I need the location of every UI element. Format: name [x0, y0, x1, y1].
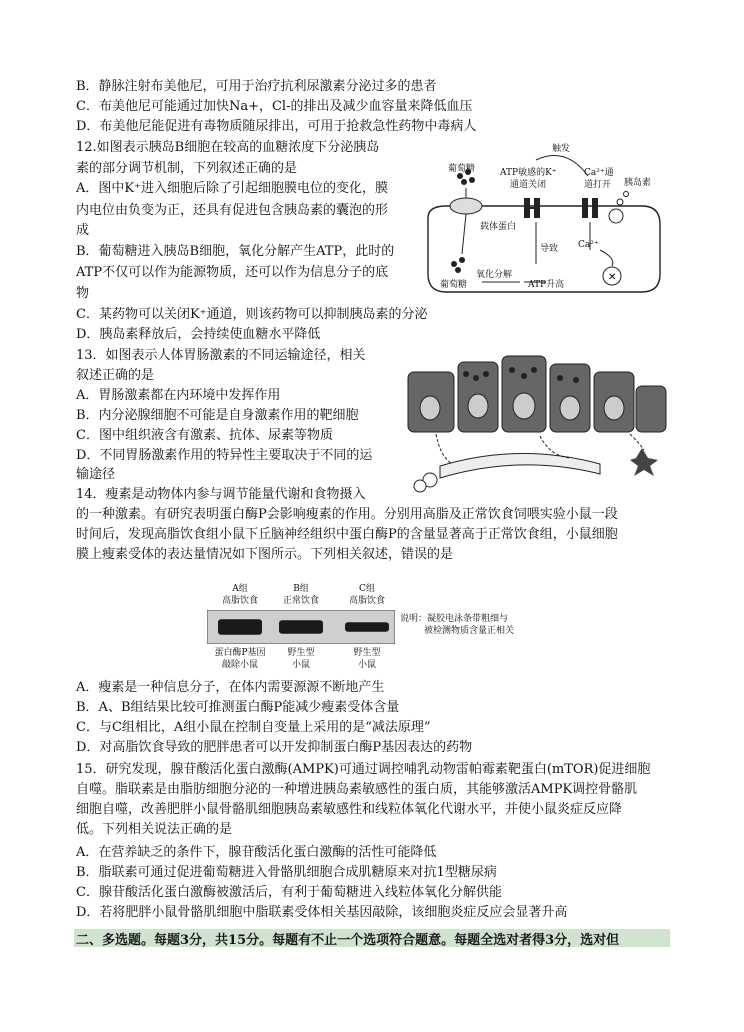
text-line: 13．如图表示人体胃肠激素的不同运输途径，相关 [76, 348, 366, 363]
gut-hormone-diagram [400, 346, 670, 496]
fig12-trigger: 触发 [552, 144, 571, 154]
text-line: A．胃肠激素都在内环境中发挥作用 [76, 388, 281, 403]
carrier-protein-shape [450, 198, 482, 214]
text-line: 14．瘦素是动物体内参与调节能量代谢和食物摄入 [76, 487, 366, 502]
gel-group-name: B组 [293, 584, 309, 594]
text-line: C．布美他尼可能通过加快Na+，Cl-的排出及减少血容量来降低血压 [76, 99, 473, 114]
fig12-ca-open: 道打开 [584, 180, 612, 190]
gel-group-name: A组 [232, 584, 248, 594]
text-line: B．葡萄糖进入胰岛B细胞，氧化分解产生ATP，此时的 [76, 244, 395, 259]
text-line: C．腺苷酸活化蛋白激酶被激活后，有利于葡萄糖进入线粒体氧化分解供能 [76, 885, 502, 900]
fig12-carrier: 载体蛋白 [480, 222, 517, 232]
text-line: 12.如图表示胰岛B细胞在较高的血糖浓度下分泌胰岛 [76, 140, 380, 155]
text-line: B．脂联素可通过促进葡萄糖进入骨骼肌细胞合成肌糖原来对抗1型糖尿病 [76, 865, 497, 880]
gel-band [345, 622, 389, 631]
fig12-atp-up: ATP升高 [528, 280, 565, 290]
text-line: 低。下列相关说法正确的是 [76, 822, 233, 837]
text-line: D．布美他尼能促进有毒物质随尿排出，可用于抢救急性药物中毒病人 [76, 119, 477, 134]
gel-group-diet: 正常饮食 [282, 596, 319, 606]
fig12-glucose2: 葡萄糖 [440, 280, 468, 290]
text-line: 时间后，发现高脂饮食组小鼠下丘脑神经组织中蛋白酶P的含量显著高于正常饮食组，小鼠细胞 [76, 527, 618, 542]
ca-channel-shape [582, 198, 588, 218]
text-line: B．内分泌腺细胞不可能是自身激素作用的靶细胞 [76, 408, 359, 423]
fig12-cause: 导致 [540, 244, 559, 254]
text-line: B．A、B组结果比较可推测蛋白酶P能减少瘦素受体含量 [76, 700, 400, 715]
blood-vessel [440, 453, 600, 478]
text-line: B．静脉注射布美他尼，可用于治疗抗利尿激素分泌过多的患者 [76, 79, 437, 94]
text-line: D．若将肥胖小鼠骨骼肌细胞中脂联素受体相关基因敲除，该细胞炎症反应会显著升高 [76, 905, 568, 920]
text-line: 的一种激素。有研究表明蛋白酶P会影响瘦素的作用。分别用高脂及正常饮食饲喂实验小鼠一段 [76, 507, 618, 522]
fig12-atp-k: ATP敏感的K⁺ [500, 168, 557, 178]
text-line: 素的部分调节机制，下列叙述正确的是 [76, 161, 298, 176]
fig12-insulin: 胰岛素 [624, 178, 652, 188]
text-line: ATP不仅可以作为能源物质，还可以作为信息分子的底 [76, 265, 389, 280]
text-line: 成 [76, 223, 90, 238]
fig12-ca-ion: Ca²⁺ [578, 240, 599, 250]
text-line: A．瘦素是一种信息分子，在体内需要源源不断地产生 [76, 680, 385, 695]
text-line: 自噬。脂联素是由脂肪细胞分泌的一种增进胰岛素敏感性的蛋白质，其能够激活AMPK调控骨骼肌 [76, 782, 638, 797]
text-line: C．与C组相比，A组小鼠在控制自变量上采用的是“减法原理” [76, 720, 431, 735]
gel-group-mouse: 蛋白酶P基因 [214, 648, 266, 658]
gel-note-2: 被检测物质含量正相关 [424, 626, 515, 636]
fig12-ca-channel: Ca²⁺通 [584, 168, 614, 178]
gel-group-mouse-sub: 敲除小鼠 [221, 660, 258, 670]
text-line: 15．研究发现，腺苷酸活化蛋白激酶(AMPK)可通过调控哺乳动物雷帕霉素靶蛋白(mTOR)促进细胞 [76, 762, 651, 777]
text-line: D．不同胃肠激素作用的特异性主要取决于不同的运 [76, 448, 373, 463]
gel-group-mouse: 野生型 [287, 648, 315, 658]
text-line: C．图中组织液含有激素、抗体、尿素等物质 [76, 428, 333, 443]
text-line: 输途径 [76, 467, 116, 482]
gel-band [279, 620, 323, 634]
text-line: 内电位由负变为正，还具有促进包含胰岛素的囊泡的形 [76, 203, 389, 218]
gel-group-mouse-sub: 小鼠 [291, 660, 310, 670]
gel-note-1: 说明：凝胶电泳条带粗细与 [400, 614, 509, 624]
fig12-oxidation: 氧化分解 [476, 270, 513, 280]
section-header-text: 二、多选题。每题3分，共15分。每题有不止一个选项符合题意。每题全选对者得3分，选对但 [76, 933, 620, 948]
gel-group-diet: 高脂饮食 [348, 596, 385, 606]
section-header [74, 929, 670, 947]
gel-group-mouse: 野生型 [353, 648, 381, 658]
text-line: 细胞自噬，改善肥胖小鼠骨骼肌细胞胰岛素敏感性和线粒体氧化代谢水平，并使小鼠炎症反应降 [76, 802, 623, 817]
fig12-glucose: 葡萄糖 [448, 164, 476, 174]
text-line: 膜上瘦素受体的表达量情况如下图所示。下列相关叙述，错误的是 [76, 547, 454, 562]
gel-band [218, 619, 262, 634]
svg-text:✕: ✕ [608, 272, 617, 283]
gel-group-diet: 高脂饮食 [221, 596, 258, 606]
fig12-channel-closed: 通道关闭 [510, 180, 547, 190]
text-line: D．对高脂饮食导致的肥胖患者可以开发抑制蛋白酶P基因表达的药物 [76, 740, 473, 755]
text-line: C．某药物可以关闭K⁺通道，则该药物可以抑制胰岛素的分泌 [76, 307, 428, 322]
gel-electrophoresis [207, 610, 395, 644]
gel-group-mouse-sub: 小鼠 [357, 660, 376, 670]
text-line: 物 [76, 286, 90, 301]
text-line: D．胰岛素释放后，会持续使血糖水平降低 [76, 327, 321, 342]
text-line: A．图中K⁺进入细胞后除了引起细胞膜电位的变化，膜 [76, 181, 388, 196]
text-line: 叙述正确的是 [76, 368, 155, 383]
text-line: A．在营养缺乏的条件下，腺苷酸活化蛋白激酶的活性可能降低 [76, 845, 437, 860]
gel-group-name: C组 [359, 584, 375, 594]
